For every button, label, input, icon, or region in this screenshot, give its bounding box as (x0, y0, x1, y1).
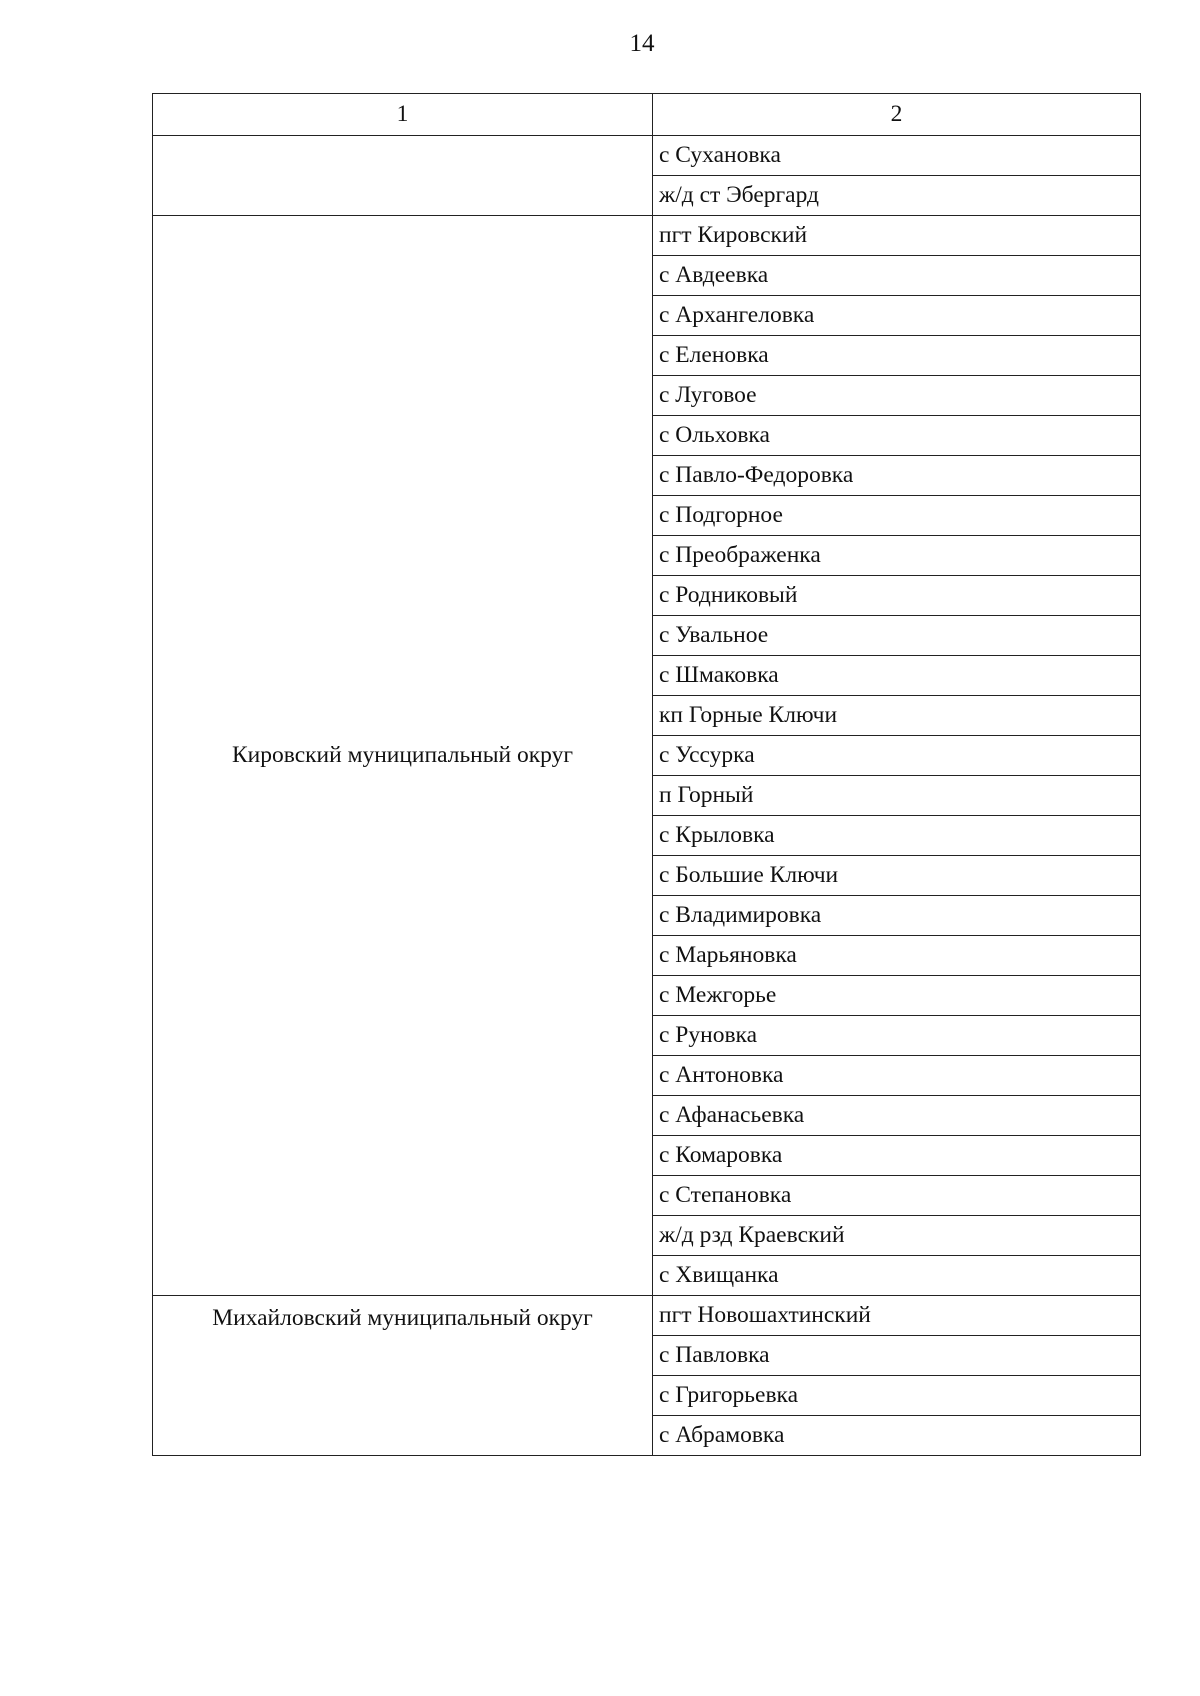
settlement-name-cell: с Павло-Федоровка (653, 456, 1141, 496)
settlement-name-cell: с Луговое (653, 376, 1141, 416)
settlement-name-cell: с Григорьевка (653, 1376, 1141, 1416)
table-row (153, 136, 1141, 176)
settlement-name-cell: с Антоновка (653, 1056, 1141, 1096)
settlement-name-cell: с Шмаковка (653, 656, 1141, 696)
settlement-name-cell: с Родниковый (653, 576, 1141, 616)
settlement-name-cell: с Межгорье (653, 976, 1141, 1016)
table-row (153, 216, 1141, 256)
settlement-name-cell: с Большие Ключи (653, 856, 1141, 896)
page-number: 14 (629, 30, 655, 57)
district-name-cell: Кировский муниципальный округ (153, 216, 653, 1296)
settlement-name-cell: с Еленовка (653, 336, 1141, 376)
settlement-name-cell: с Авдеевка (653, 256, 1141, 296)
settlement-name-cell: с Сухановка (653, 136, 1141, 176)
settlement-name-cell: с Абрамовка (653, 1416, 1141, 1456)
district-name-cell: Михайловский муниципальный округ (153, 1296, 653, 1456)
settlement-name-cell: с Уссурка (653, 736, 1141, 776)
settlement-name-cell: с Владимировка (653, 896, 1141, 936)
settlement-name-cell: пгт Кировский (653, 216, 1141, 256)
settlement-name-cell: с Архангеловка (653, 296, 1141, 336)
settlement-name-cell: с Крыловка (653, 816, 1141, 856)
table-header-row (153, 94, 1141, 136)
settlement-name-cell: ж/д ст Эбергард (653, 176, 1141, 216)
settlements-table (152, 93, 1141, 1456)
settlement-name-cell: с Афанасьевка (653, 1096, 1141, 1136)
column-header-2: 2 (653, 94, 1141, 136)
settlement-name-cell: с Комаровка (653, 1136, 1141, 1176)
settlement-name-cell: кп Горные Ключи (653, 696, 1141, 736)
settlement-name-cell: с Павловка (653, 1336, 1141, 1376)
settlement-name-cell: с Степановка (653, 1176, 1141, 1216)
settlement-name-cell: с Увальное (653, 616, 1141, 656)
settlement-name-cell: с Марьяновка (653, 936, 1141, 976)
settlement-name-cell: с Руновка (653, 1016, 1141, 1056)
district-name-cell (153, 136, 653, 216)
settlement-name-cell: п Горный (653, 776, 1141, 816)
settlement-name-cell: с Подгорное (653, 496, 1141, 536)
settlement-name-cell: пгт Новошахтинский (653, 1296, 1141, 1336)
column-header-1: 1 (153, 94, 653, 136)
settlement-name-cell: с Ольховка (653, 416, 1141, 456)
table-row (153, 1296, 1141, 1336)
settlements-table-body (153, 94, 1141, 1456)
settlement-name-cell: ж/д рзд Краевский (653, 1216, 1141, 1256)
settlement-name-cell: с Хвищанка (653, 1256, 1141, 1296)
settlement-name-cell: с Преображенка (653, 536, 1141, 576)
